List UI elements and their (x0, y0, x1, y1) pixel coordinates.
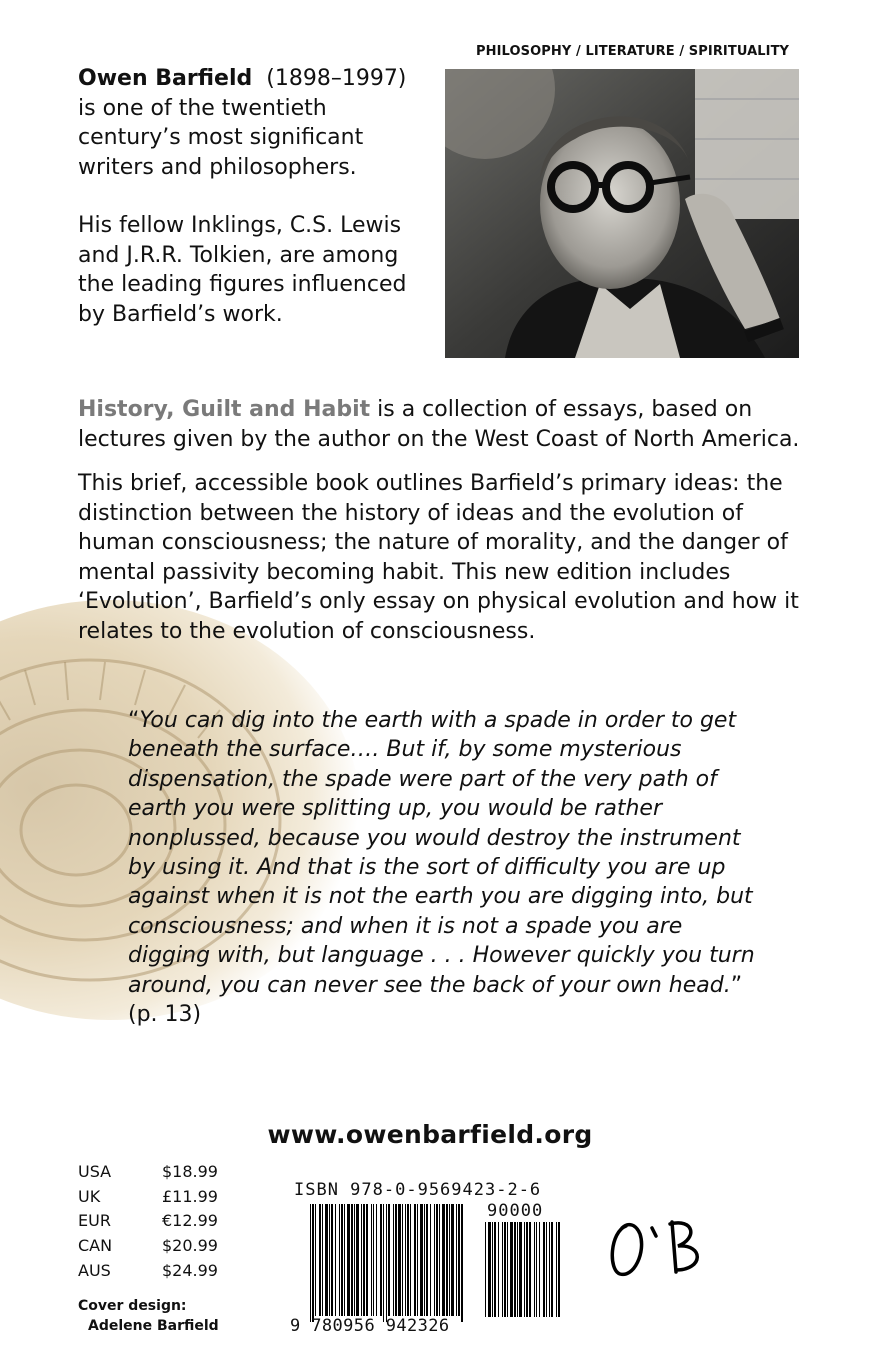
price-region: CAN (78, 1236, 113, 1256)
bio-line-rest: is one of the twentieth century’s most significant writers and philosophers. (78, 95, 364, 180)
author-photo (445, 69, 799, 358)
price-value: $20.99 (162, 1236, 218, 1256)
barcode-bar (402, 1204, 403, 1316)
barcode-bar (393, 1204, 394, 1316)
barcode-bar (351, 1204, 353, 1316)
barcode-addon-bar (549, 1222, 550, 1317)
barcode-addon-bar (510, 1222, 513, 1317)
barcode-bar (439, 1204, 440, 1316)
bio-paragraph-1 (78, 64, 428, 182)
barcode-addon-bar (504, 1222, 506, 1317)
price-value: $18.99 (162, 1162, 218, 1181)
barcode-addon-bar (485, 1222, 486, 1317)
barcode-addon-bar (524, 1222, 525, 1317)
barcode-addon-bar (534, 1222, 535, 1317)
price-region: AUS (78, 1260, 111, 1280)
barcode-addon-bar (546, 1222, 547, 1317)
barcode-addon-bar (492, 1222, 493, 1317)
barcode-bar (446, 1204, 448, 1316)
barcode-bar (410, 1204, 411, 1316)
barcode-addon-bar (517, 1222, 518, 1317)
barcode-bar (398, 1204, 401, 1316)
price-region: USA (78, 1162, 112, 1181)
barcode-bar (339, 1204, 340, 1316)
barcode-bar (395, 1204, 397, 1316)
price-row (78, 1234, 218, 1259)
quote-open-mark: “ (128, 708, 140, 733)
barcode-addon-bar (507, 1222, 508, 1317)
author-name: Owen Barfield (78, 66, 253, 91)
author-dates: (1898–1997) (266, 66, 407, 91)
website-url: www.owenbarfield.org (267, 1120, 593, 1149)
barcode-bar (341, 1204, 343, 1316)
price-addon-code: 90000 (487, 1201, 544, 1221)
description-paragraph-1 (78, 395, 818, 454)
price-region: UK (78, 1186, 101, 1206)
barcode-bar (315, 1204, 316, 1316)
description-paragraph-1-rest: is a collection of essays, based on lectures given by the author on the West Coast of North America. (78, 397, 800, 452)
quote-close-mark: ” (730, 972, 743, 998)
price-row (78, 1185, 218, 1210)
barcode-bar (373, 1204, 374, 1316)
barcode-bar (426, 1204, 428, 1316)
barcode-bar (325, 1204, 328, 1316)
barcode-bar (451, 1204, 454, 1316)
bio-paragraph-2: His fellow Inklings, C.S. Lewis and J.R.R. Tolkien, are among the leading figures influenced by Barfield’s work. (78, 213, 407, 327)
barcode-bar (322, 1204, 323, 1316)
barcode-bar (434, 1204, 435, 1316)
barcode-bar (386, 1204, 387, 1322)
barcode-addon-bar (498, 1222, 499, 1317)
barcode-bar (310, 1204, 311, 1322)
barcode-bar (442, 1204, 445, 1316)
barcode-bar (331, 1204, 333, 1316)
barcode-bar (449, 1204, 450, 1316)
cover-design-credit (78, 1296, 219, 1336)
barcode-bar (458, 1204, 460, 1316)
barcode-bar (329, 1204, 330, 1316)
barcode-bar (347, 1204, 350, 1316)
barcode-bar (405, 1204, 406, 1316)
price-region: EUR (78, 1211, 111, 1231)
credit-label: Cover design: (78, 1298, 187, 1314)
barcode-bar (430, 1204, 431, 1316)
barcode-bar (417, 1204, 418, 1316)
publisher-signature-mark (604, 1212, 714, 1282)
price-row (78, 1259, 218, 1284)
barcode-bar (344, 1204, 345, 1316)
barcode-bar (371, 1204, 372, 1316)
barcode-bar (363, 1204, 365, 1316)
barcode-addon-bar (529, 1222, 531, 1317)
barcode-bar (414, 1204, 416, 1316)
barcode-bar (436, 1204, 438, 1316)
book-title: History, Guilt and Habit (78, 397, 371, 422)
author-bio (78, 64, 428, 358)
category-label: PHILOSOPHY / LITERATURE / SPIRITUALITY (476, 44, 790, 59)
price-list (78, 1160, 218, 1284)
barcode-addon-bar (558, 1222, 560, 1317)
barcode-bar (335, 1204, 336, 1316)
quote-text: You can dig into the earth with a spade in order to get beneath the surface…. But if, by some mysterious dispensation, the spade were part of the very path of earth you were splitting up, you would be rather nonplussed, because you would destroy the instrument by using it. And that is the sort of difficulty you are up against when it is not the earth you are digging into, but consciousness; and when it is not a spade you are digging with, but language . . . However quickly you turn around, you can never see the back of your own head. (128, 708, 755, 998)
barcode-bar (356, 1204, 359, 1316)
barcode-addon-bar (551, 1222, 553, 1317)
barcode-bar (461, 1204, 463, 1322)
barcode-addon-bar (488, 1222, 491, 1317)
barcode-addon-bar (536, 1222, 537, 1317)
barcode-addon-bar (514, 1222, 516, 1317)
price-value: €12.99 (162, 1211, 218, 1231)
description-paragraph-2: This brief, accessible book outlines Barfield’s primary ideas: the distinction between the history of ideas and the evolution of human consciousness; the nature of morality, and the danger of mental passivity becoming habit. This new edition includes ‘Evolution’, Barfield’s only essay on physical evolution and how it relates to the evolution of consciousness. (78, 471, 799, 644)
price-value: £11.99 (162, 1186, 218, 1206)
barcode-addon-bar (494, 1222, 496, 1317)
barcode-bar (424, 1204, 425, 1316)
barcode-bar (361, 1204, 362, 1316)
barcode-bar (354, 1204, 355, 1316)
barcode-bar (456, 1204, 457, 1316)
quote-citation: (p. 13) (128, 1002, 202, 1028)
barcode-addon-bar (502, 1222, 503, 1317)
barcode-bar (366, 1204, 368, 1316)
barcode-bar (380, 1204, 382, 1316)
barcode-bar (312, 1204, 314, 1322)
barcode-bar (388, 1204, 390, 1316)
barcode-bar (407, 1204, 409, 1316)
barcode-addon-bar (556, 1222, 557, 1317)
ean-digits: 9 780956 942326 (290, 1316, 450, 1336)
book-description (78, 395, 818, 661)
barcode-bar (420, 1204, 423, 1316)
price-row (78, 1209, 218, 1234)
pull-quote (128, 706, 768, 1029)
barcode-addon-bar (526, 1222, 528, 1317)
barcode-bar (376, 1204, 377, 1316)
barcode-addon-bar (519, 1222, 522, 1317)
price-value: $24.99 (162, 1260, 218, 1280)
price-row (78, 1160, 218, 1185)
isbn-text: ISBN 978-0-9569423-2-6 (294, 1180, 542, 1200)
credit-designer: Adelene Barfield (88, 1318, 219, 1334)
barcode-bar (383, 1204, 384, 1322)
barcode-addon-bar (543, 1222, 545, 1317)
barcode-bar (319, 1204, 321, 1316)
barcode-addon-bar (539, 1222, 540, 1317)
